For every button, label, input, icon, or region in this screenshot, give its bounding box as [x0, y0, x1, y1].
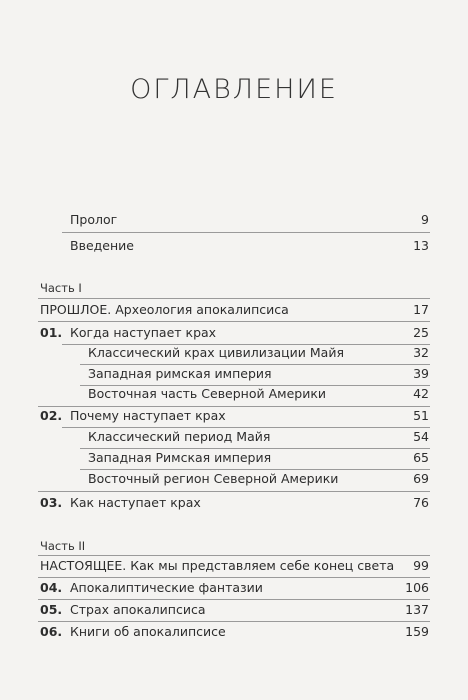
- toc-subentry: [0, 364, 468, 384]
- chapter-number: 01.: [40, 325, 63, 340]
- subentry-title: Восточный регион Северной Америки: [88, 471, 339, 486]
- chapter-title: Как наступает крах: [70, 495, 201, 510]
- chapter-title: Когда наступает крах: [70, 325, 217, 340]
- toc-entry-page: 51: [413, 408, 429, 423]
- toc-entry-page: 65: [413, 450, 429, 465]
- toc-entry-page: 54: [413, 429, 429, 444]
- toc-subentry: [0, 448, 468, 468]
- toc-entry-page: 42: [413, 386, 429, 401]
- subentry-title: Западная Римская империя: [88, 450, 272, 465]
- toc-entry-page: 106: [405, 580, 429, 595]
- toc-chapter-06: [0, 622, 468, 642]
- entry-divider: [38, 491, 430, 492]
- toc-entry-page: 32: [413, 345, 429, 360]
- page-title: ОГЛАВЛЕНИЕ: [130, 74, 338, 105]
- subentry-title: Классический период Майя: [88, 429, 271, 444]
- toc-entry-page: 39: [413, 366, 429, 381]
- toc-entry-page: 137: [405, 602, 429, 617]
- part-heading-row: [0, 556, 468, 576]
- chapter-title: Апокалиптические фантазии: [70, 580, 263, 595]
- part-divider: [38, 298, 430, 299]
- chapter-title: Страх апокалипсиса: [70, 602, 206, 617]
- toc-entry-page: 159: [405, 624, 429, 639]
- toc-entry-label: Введение: [70, 238, 134, 253]
- subentry-title: Восточная часть Северной Америки: [88, 386, 327, 401]
- toc-entry-label: Пролог: [70, 212, 118, 227]
- toc-entry-prologue: [0, 210, 468, 230]
- toc-chapter-02: [0, 406, 468, 426]
- chapter-title: Книги об апокалипсисе: [70, 624, 226, 639]
- entry-divider: [62, 232, 430, 233]
- toc-entry-page: 9: [421, 212, 429, 227]
- toc-entry-page: 17: [413, 302, 429, 317]
- toc-chapter-04: [0, 578, 468, 598]
- subentry-title: Западная римская империя: [88, 366, 272, 381]
- part-label: Часть II: [40, 539, 86, 553]
- chapter-title: Почему наступает крах: [70, 408, 226, 423]
- part-heading-row: [0, 300, 468, 320]
- toc-chapter-05: [0, 600, 468, 620]
- toc-subentry: [0, 427, 468, 447]
- toc-entry-page: 13: [413, 238, 429, 253]
- subentry-title: Классический крах цивилизации Майя: [88, 345, 344, 360]
- toc-entry-page: 25: [413, 325, 429, 340]
- part-label: Часть I: [40, 281, 82, 295]
- chapter-number: 06.: [40, 624, 63, 639]
- chapter-number: 02.: [40, 408, 63, 423]
- toc-subentry: [0, 384, 468, 404]
- toc-chapter-03: [0, 493, 468, 513]
- part-heading: НАСТОЯЩЕЕ. Как мы представляем себе конец света: [40, 558, 395, 573]
- toc-entry-introduction: [0, 236, 468, 256]
- toc-chapter-01: [0, 323, 468, 343]
- part-heading: ПРОШЛОЕ. Археология апокалипсиса: [40, 302, 289, 317]
- toc-entry-page: 99: [413, 558, 429, 573]
- toc-entry-page: 69: [413, 471, 429, 486]
- entry-divider: [38, 321, 430, 322]
- toc-entry-page: 76: [413, 495, 429, 510]
- toc-subentry: [0, 469, 468, 489]
- chapter-number: 03.: [40, 495, 63, 510]
- chapter-number: 04.: [40, 580, 63, 595]
- toc-subentry: [0, 343, 468, 363]
- chapter-number: 05.: [40, 602, 63, 617]
